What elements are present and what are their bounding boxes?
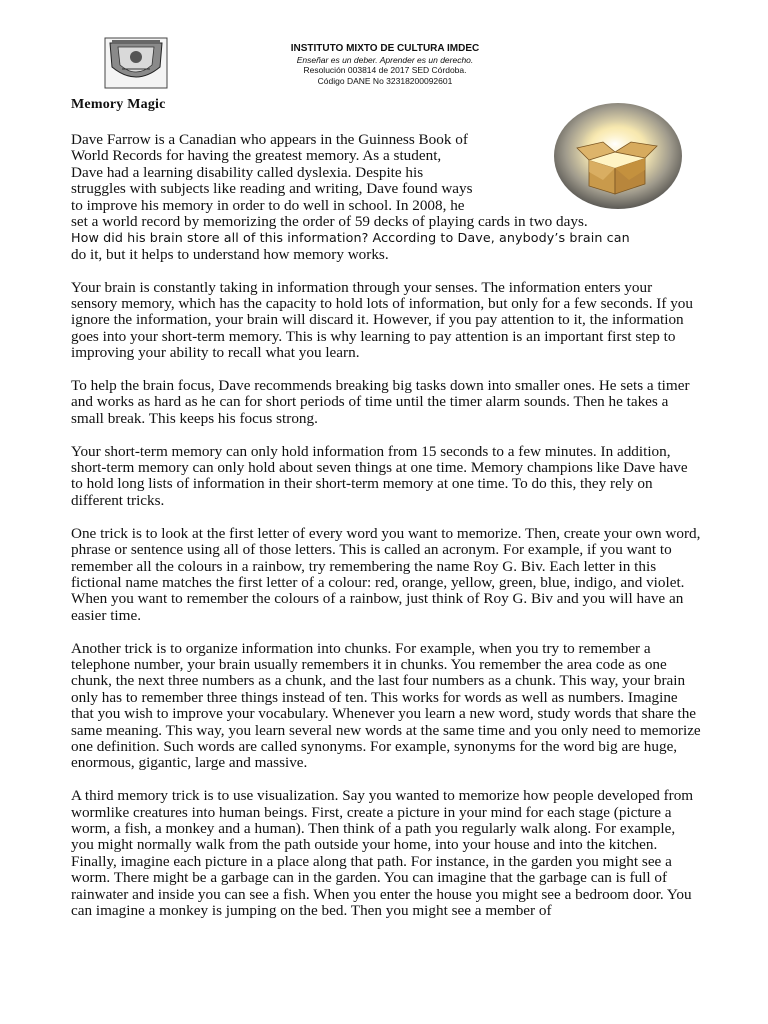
institution-name: INSTITUTO MIXTO DE CULTURA IMDEC bbox=[290, 43, 480, 54]
paragraph: Your short-term memory can only hold information from 15 seconds to a few minutes. In addition, short-term memory can only hold about seven things at one time. Memory champions like Dave have to hold long lists of information in their short-term memory at one time. To do this, they rely on different tricks. bbox=[71, 442, 688, 509]
article-title: Memory Magic bbox=[71, 97, 166, 112]
intro-line: set a world record by memorizing the order of 59 decks of playing cards in two days. bbox=[71, 213, 588, 231]
school-crest-icon bbox=[104, 37, 168, 89]
intro-line: to improve his memory in order to do well in school. In 2008, he bbox=[71, 196, 465, 214]
intro-line: Dave had a learning disability called dyslexia. Despite his bbox=[71, 163, 424, 181]
paragraph-intro bbox=[71, 132, 701, 263]
intro-line: struggles with subjects like reading and writing, Dave found ways bbox=[71, 180, 473, 198]
paragraph: Your brain is constantly taking in information through your senses. The information enters your sensory memory, which has the capacity to hold lots of information, but only for a few seconds. If you ignore the information, your brain will discard it. However, if you pay attention to it, the information goes into your short-term memory. This is why learning to pay attention is an important first step to improving your ability to recall what you learn. bbox=[71, 278, 693, 362]
article-body bbox=[71, 132, 701, 936]
paragraph: To help the brain focus, Dave recommends breaking big tasks down into smaller ones. He sets a timer and works as hard as he can for short periods of time until the timer alarm sounds. Then he takes a small break. This keeps his focus strong. bbox=[71, 377, 690, 427]
intro-line: do it, but it helps to understand how memory works. bbox=[71, 245, 389, 263]
dane-code: Código DANE No 32318200092601 bbox=[317, 75, 453, 86]
institution-motto: Enseñar es un deber. Aprender es un derecho. bbox=[296, 54, 474, 65]
intro-line: Dave Farrow is a Canadian who appears in the Guinness Book of bbox=[71, 131, 468, 148]
institution-header bbox=[180, 44, 590, 86]
resolution-line: Resolución 003814 de 2017 SED Córdoba. bbox=[303, 65, 467, 75]
paragraph: Another trick is to organize information into chunks. For example, when you try to remember a telephone number, your brain usually remembers it in chunks. You remember the area code as one chunk, the next three numbers as a chunk, and the last four numbers as a chunk. This way, your brain only has to remember three things instead of ten. This works for words as well as numbers. Imagine that you wish to improve your vocabulary. Whenever you learn a new word, study words that share the same meaning. This way, you learn several new words at the same time and you only need to memorize one definition. Such words are called synonyms. For example, synonyms for the word big are huge, enormous, gigantic, large and massive. bbox=[71, 639, 701, 772]
intro-line: World Records for having the greatest memory. As a student, bbox=[71, 147, 442, 165]
paragraph: A third memory trick is to use visualization. Say you wanted to memorize how people developed from wormlike creatures into human beings. First, create a picture in your mind for each stage (picture a worm, a fish, a monkey and a human). Then think of a path you regularly walk along. For example, you might normally walk from the path outside your home, into your house and into the kitchen. Finally, imagine each picture in a place along that path. For instance, in the garden you might see a worm. There might be a garbage can in the garden. You can imagine that the garbage can is full of rainwater and inside you can see a fish. When you enter the house you might see a bedroom door. You can imagine a monkey is jumping on the bed. Then you might see a member of bbox=[71, 787, 694, 919]
intro-line-alt-font: How did his brain store all of this information? According to Dave, anybody’s brain can bbox=[71, 230, 630, 246]
paragraph: One trick is to look at the first letter of every word you want to memorize. Then, create your own word, phrase or sentence using all of those letters. This is called an acronym. For example, if you want to remember all the colours in a rainbow, try remembering the name Roy G. Biv. Each letter in this fictional name matches the first letter of a colour: red, orange, yellow, green, blue, indigo, and violet. When you want to remember the colours of a rainbow, just think of Roy G. Biv and you will have an easier time. bbox=[71, 524, 701, 624]
